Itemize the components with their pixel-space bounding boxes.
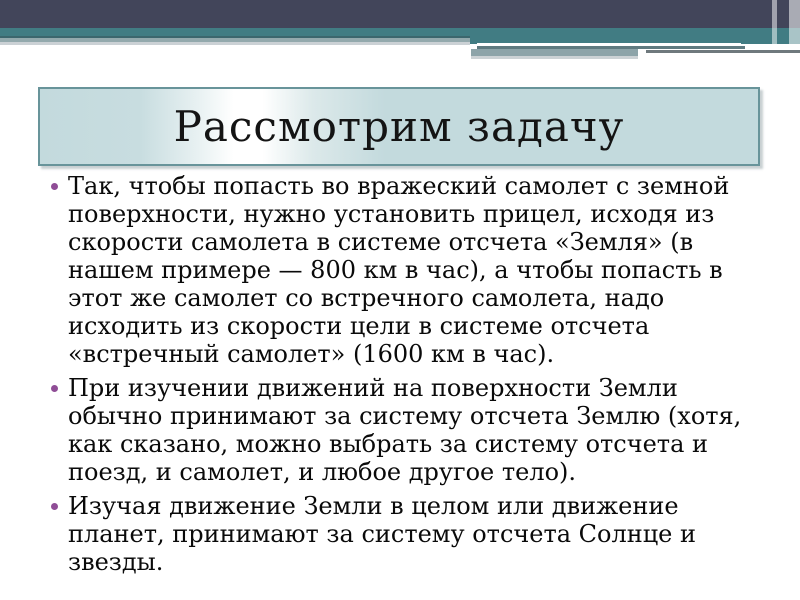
bullet-text-1: Так, чтобы попасть во вражеский самолет с земной поверхности, нужно установить прицел, исходя из скорости самолета в системе отсчета «Земля» (в нашем примере — 800 км в час), а чтобы попасть в этот же самолет со встречного самолета, надо исходить из скорости цели в системе отсчета «встречный самолет» (1600 км в час). [68,172,730,368]
header-dark-line-far-right [646,50,800,53]
bullet-text-2: При изучении движений на поверхности Земли обычно принимают за систему отсчета Землю (хотя, как сказано, можно выбрать за систему отсчета и поезд, и самолет, и любое другое тело). [68,374,742,486]
bullet-text-3: Изучая движение Земли в целом или движение планет, принимают за систему отсчета Солнце и звезды. [68,492,696,576]
slide-title: Рассмотрим задачу [173,102,625,151]
bullet-list [48,172,760,582]
header-vertical-stripe-1 [772,0,777,47]
header-bar-dark [0,0,800,28]
bullet-icon [51,503,58,510]
header-vertical-stripe-2 [789,0,800,47]
bullet-item-1 [48,172,760,368]
header-bar-teal [0,28,800,36]
bullet-item-2 [48,374,760,486]
header-gray-band-right [471,49,638,56]
title-box [38,87,760,166]
bullet-item-3 [48,492,760,576]
header-lightgray-band-left [0,42,470,45]
bullet-icon [51,183,58,190]
header-lightgray-band-right [471,56,638,59]
bullet-icon [51,385,58,392]
